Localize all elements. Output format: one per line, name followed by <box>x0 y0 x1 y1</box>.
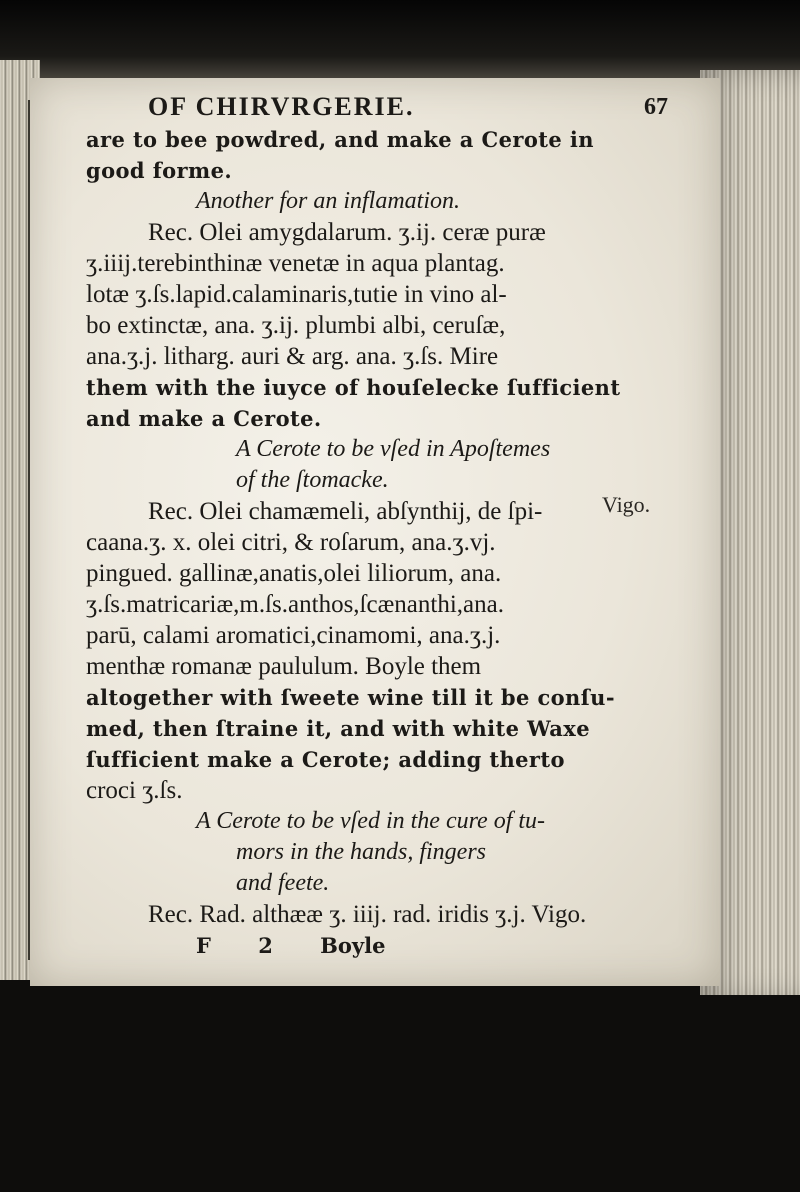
text-line: mors in the hands, fingers <box>236 839 487 865</box>
margin-note: Vigo. <box>602 492 651 517</box>
signature-mark: F 2 <box>196 933 273 958</box>
text-line: parū, calami aromatici,cinamomi, ana.ʒ.j. <box>86 622 501 649</box>
running-title: OF CHIRVRGERIE. <box>148 92 415 121</box>
catchword: Boyle <box>320 933 386 958</box>
text-line: croci ʒ.ſs. <box>86 777 183 804</box>
text-line: pingued. gallinæ,anatis,olei liliorum, ana. <box>86 560 502 587</box>
text-line: ʒ.ſs.matricariæ,m.ſs.anthos,ſcænanthi,ana. <box>86 591 504 618</box>
text-line: A Cerote to be vſed in the cure of tu- <box>196 808 546 834</box>
text-line: are to bee powdred, and make a Cerote in <box>86 127 594 152</box>
text-line: lotæ ʒ.ſs.lapid.calaminaris,tutie in vino al- <box>86 281 507 308</box>
background-shadow <box>0 0 800 80</box>
text-line: and make a Cerote. <box>86 406 322 431</box>
text-line: menthæ romanæ paululum. Boyle them <box>86 653 482 680</box>
body-lines <box>86 124 686 930</box>
text-line: ʒ.iiij.terebinthinæ venetæ in aqua plantag. <box>86 250 505 277</box>
text-line: Rec. Olei amygdalarum. ʒ.ij. ceræ puræ <box>148 219 546 246</box>
text-line: med, then ſtraine it, and with white Waxe <box>86 716 590 741</box>
text-line: good forme. <box>86 158 233 183</box>
text-line: of the ſtomacke. <box>236 467 389 493</box>
text-line: ana.ʒ.j. litharg. auri & arg. ana. ʒ.ſs. Mire <box>86 343 499 370</box>
gutter-line <box>28 100 30 960</box>
folio-number: 67 <box>644 94 668 120</box>
text-line: and feete. <box>236 870 330 896</box>
text-line: bo extinctæ, ana. ʒ.ij. plumbi albi, ceruſæ, <box>86 312 506 339</box>
page-header <box>86 92 686 124</box>
text-line: caana.ʒ. x. olei citri, & roſarum, ana.ʒ.vj. <box>86 529 496 556</box>
text-line: ſufficient make a Cerote; adding therto <box>86 747 565 772</box>
text-line: A Cerote to be vſed in Apoſtemes <box>236 436 551 462</box>
text-line: Rec. Rad. althææ ʒ. iiij. rad. iridis ʒ.j. Vigo. <box>148 901 587 928</box>
signature-line <box>86 930 686 961</box>
text-line: altogether with ſweete wine till it be conſu- <box>86 685 615 710</box>
text-line: Another for an inflamation. <box>196 188 460 214</box>
text-line: Rec. Olei chamæmeli, abſynthij, de ſpi- <box>148 498 543 525</box>
page-text-block <box>86 92 686 961</box>
text-line: them with the iuyce of houſelecke ſufficient <box>86 375 621 400</box>
background-bottom <box>0 995 800 1192</box>
